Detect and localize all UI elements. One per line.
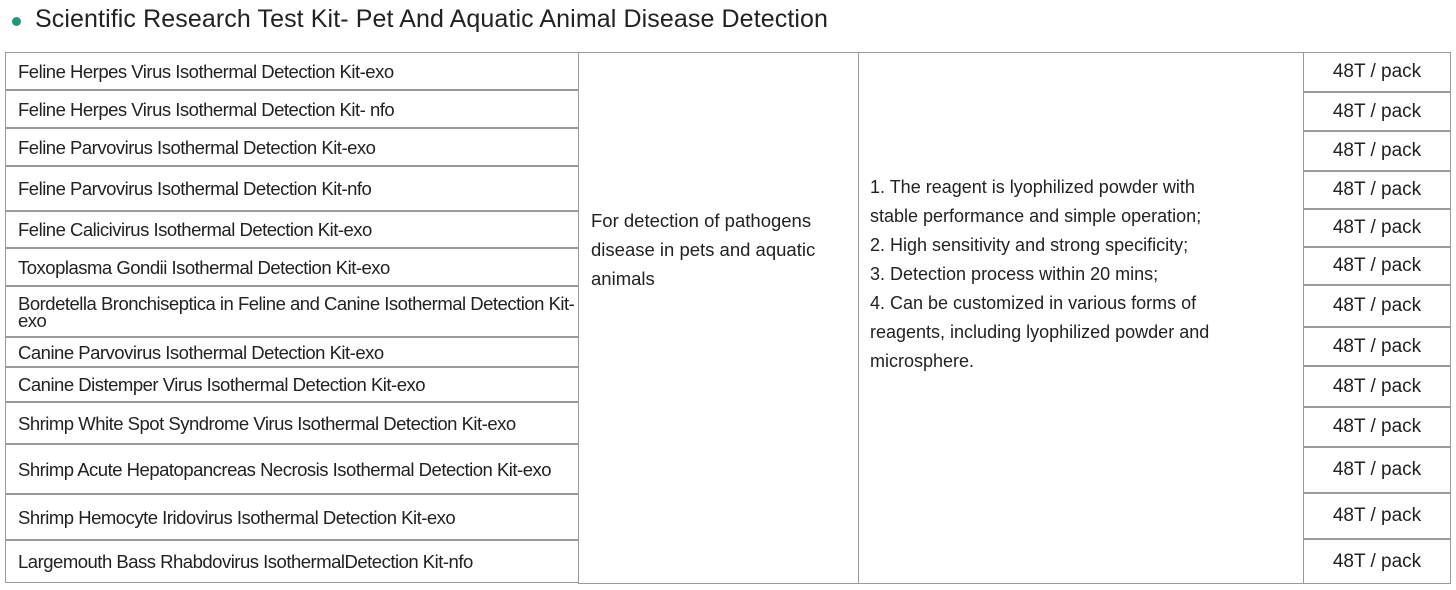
product-name-cell bbox=[5, 90, 579, 128]
pack-size-cell bbox=[1303, 366, 1451, 407]
product-name-cell bbox=[5, 211, 579, 248]
pack-size-cell bbox=[1303, 539, 1451, 584]
feature-line: reagents, including lyophilized powder and bbox=[870, 322, 1210, 342]
section-title: Scientific Research Test Kit- Pet And Aquatic Animal Disease Detection bbox=[35, 4, 829, 33]
product-name: Feline Herpes Virus Isothermal Detection Kit- nfo bbox=[18, 98, 395, 120]
feature-line: stable performance and simple operation; bbox=[870, 206, 1202, 226]
product-name-cell bbox=[5, 52, 579, 90]
pack-size-cell bbox=[1303, 52, 1451, 92]
usage-text: For detection of pathogens disease in pets and aquatic animals bbox=[591, 210, 816, 289]
pack-size: 48T / pack bbox=[1332, 61, 1422, 82]
feature-line: 4. Can be customized in various forms of bbox=[870, 293, 1197, 313]
product-name-cell bbox=[5, 367, 579, 402]
pack-size: 48T / pack bbox=[1332, 140, 1422, 161]
pack-size-cell bbox=[1303, 209, 1451, 247]
product-name-cell bbox=[5, 444, 579, 494]
pack-size: 48T / pack bbox=[1332, 459, 1422, 480]
product-name: Canine Distemper Virus Isothermal Detection Kit-exo bbox=[18, 374, 426, 395]
product-name: Shrimp Acute Hepatopancreas Necrosis Isothermal Detection Kit-exo bbox=[18, 458, 552, 480]
pack-size-cell bbox=[1303, 92, 1451, 131]
pack-size: 48T / pack bbox=[1332, 217, 1422, 238]
pack-size: 48T / pack bbox=[1332, 100, 1422, 122]
pack-size: 48T / pack bbox=[1332, 550, 1422, 572]
product-name: Toxoplasma Gondii Isothermal Detection Kit-exo bbox=[18, 256, 390, 278]
pack-size: 48T / pack bbox=[1332, 255, 1422, 276]
pack-size-cell bbox=[1303, 247, 1451, 285]
product-name-cell bbox=[5, 337, 579, 367]
product-name: Feline Parvovirus Isothermal Detection Kit-nfo bbox=[18, 178, 372, 199]
product-name: Bordetella Bronchiseptica in Feline and Canine Isothermal Detection Kit-exo bbox=[18, 292, 575, 331]
feature-line: 1. The reagent is lyophilized powder with bbox=[870, 177, 1195, 197]
feature-line: 2. High sensitivity and strong specificity; bbox=[870, 235, 1189, 255]
section-header bbox=[12, 2, 828, 36]
product-name: Shrimp Hemocyte Iridovirus Isothermal Detection Kit-exo bbox=[18, 506, 456, 528]
pack-size-cell bbox=[1303, 407, 1451, 447]
product-name: Largemouth Bass Rhabdovirus IsothermalDetection Kit-nfo bbox=[18, 551, 473, 572]
product-name-cell bbox=[5, 494, 579, 540]
product-name: Feline Calicivirus Isothermal Detection Kit-exo bbox=[18, 219, 372, 240]
pack-size: 48T / pack bbox=[1332, 375, 1422, 397]
pack-size: 48T / pack bbox=[1332, 179, 1422, 200]
bullet-icon bbox=[12, 17, 21, 26]
pack-size-cell bbox=[1303, 493, 1451, 539]
product-name-cell bbox=[5, 286, 579, 337]
pack-size: 48T / pack bbox=[1332, 295, 1422, 316]
product-name-cell bbox=[5, 166, 579, 211]
pack-size-cell bbox=[1303, 285, 1451, 327]
product-name-cell bbox=[5, 248, 579, 286]
feature-line: microsphere. bbox=[870, 351, 975, 371]
pack-size: 48T / pack bbox=[1332, 335, 1422, 357]
feature-line: 3. Detection process within 20 mins; bbox=[870, 264, 1159, 284]
product-name-cell bbox=[5, 128, 579, 166]
product-name-cell bbox=[5, 402, 579, 444]
product-name: Feline Parvovirus Isothermal Detection Kit-exo bbox=[18, 136, 376, 158]
features-cell bbox=[858, 52, 1304, 584]
product-name: Canine Parvovirus Isothermal Detection Kit-exo bbox=[18, 341, 384, 363]
pack-size-cell bbox=[1303, 447, 1451, 493]
features-list bbox=[870, 173, 1290, 376]
usage-cell bbox=[578, 52, 859, 584]
pack-size-cell bbox=[1303, 327, 1451, 366]
pack-size: 48T / pack bbox=[1332, 505, 1422, 526]
product-name: Shrimp White Spot Syndrome Virus Isothermal Detection Kit-exo bbox=[18, 412, 516, 434]
product-name-cell bbox=[5, 540, 579, 583]
pack-size: 48T / pack bbox=[1332, 416, 1422, 437]
product-name: Feline Herpes Virus Isothermal Detection Kit-exo bbox=[18, 60, 394, 82]
pack-size-cell bbox=[1303, 171, 1451, 209]
pack-size-cell bbox=[1303, 131, 1451, 171]
